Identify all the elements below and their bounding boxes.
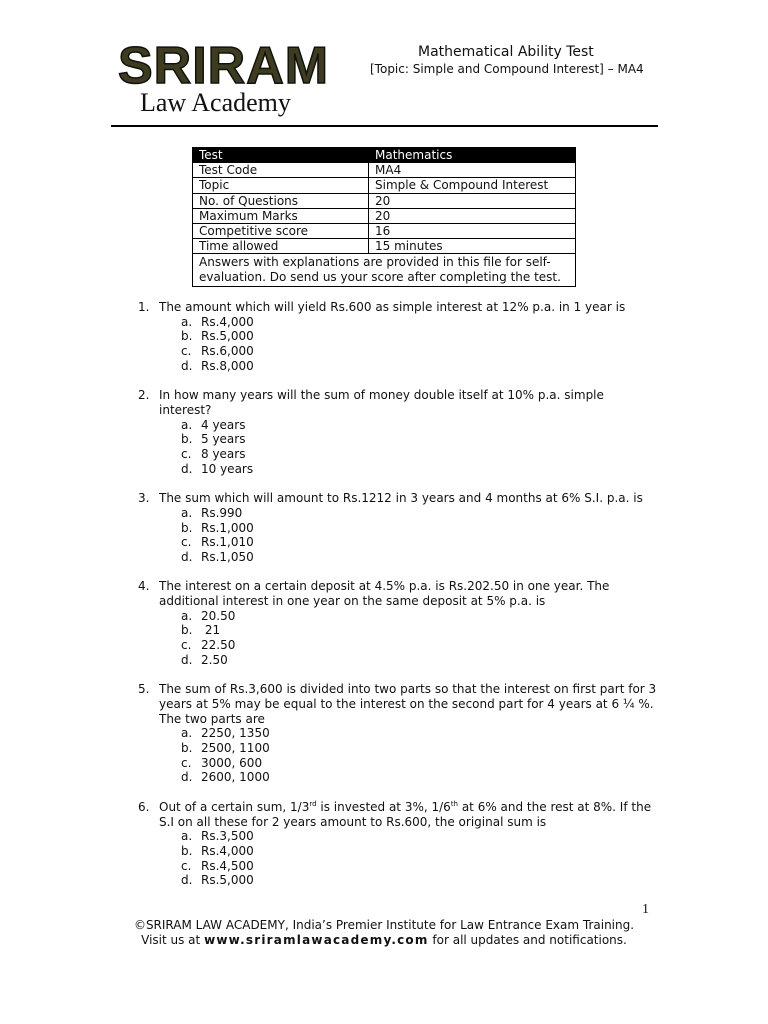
option-letter: b. [181,741,193,756]
footer-line-1: ©SRIRAM LAW ACADEMY, India’s Premier Institute for Law Entrance Exam Training. [133,918,635,932]
question-text: In how many years will the sum of money double itself at 10% p.a. simple interest? [159,388,604,417]
info-value: 20 [369,193,576,208]
option-text: 4 years [201,417,246,432]
option-text: 2.50 [201,652,228,667]
option-text: Rs.1,050 [201,549,254,564]
question-line [138,300,658,315]
option-letter: d. [181,461,193,476]
answer-option [138,418,658,433]
answer-option [138,359,658,374]
test-info-table [192,147,576,287]
page-number: 1 [642,902,649,917]
answer-option [138,623,658,638]
option-letter: b. [181,329,193,344]
answer-option [138,315,658,330]
question-text: The sum of Rs.3,600 is divided into two parts so that the interest on first part for 3 years at 5% may be equal to the interest on the second part for 4 years at 6 ¼ %. The two parts are [159,682,657,726]
question-text-part: Out of a certain sum, 1/3 [159,799,310,814]
question-line [138,682,658,726]
info-note-row [193,254,576,287]
option-letter: b. [181,843,193,858]
option-letter: c. [181,858,192,873]
option-letter: d. [181,652,193,667]
answer-option [138,770,658,785]
answer-option [138,756,658,771]
question-list [138,300,658,903]
ordinal-suffix: th [450,799,458,808]
option-letter: a. [181,608,193,623]
option-text: 2600, 1000 [201,770,270,785]
logo [118,37,330,120]
info-value: 15 minutes [369,239,576,254]
option-text: Rs.4,000 [201,843,254,858]
info-key: Maximum Marks [193,208,369,223]
option-letter: c. [181,447,192,462]
option-letter: b. [181,623,193,638]
answer-option [138,726,658,741]
option-text: 22.50 [201,638,236,653]
info-value: Simple & Compound Interest [369,178,576,193]
info-value: 20 [369,208,576,223]
question-number: 5. [138,682,150,697]
ordinal-suffix: rd [309,799,317,808]
option-letter: c. [181,344,192,359]
answer-option [138,344,658,359]
option-text: 3000, 600 [201,755,263,770]
question [138,388,658,476]
question-number: 3. [138,491,150,506]
header-title: Mathematical Ability Test [418,44,594,60]
question-line [138,388,658,417]
option-text: Rs.990 [201,505,243,520]
question-text: The interest on a certain deposit at 4.5% p.a. is Rs.202.50 in one year. The additional interest in one year on the same deposit at 5% p.a. is [159,579,610,609]
question-text-part: is invested at 3%, 1/6 [316,799,451,814]
info-value: MA4 [369,163,576,178]
info-row [193,163,576,178]
question [138,491,658,565]
answer-option [138,447,658,462]
option-text: Rs.8,000 [201,358,254,373]
question-text: The amount which will yield Rs.600 as simple interest at 12% p.a. in 1 year is [159,300,626,314]
option-letter: a. [181,829,193,844]
footer-updates-text: for all updates and notifications. [428,933,627,947]
question [138,579,658,667]
option-letter: a. [181,314,193,329]
option-text: 2500, 1100 [201,741,270,756]
option-letter: b. [181,520,193,535]
info-row [193,208,576,223]
option-text: Rs.6,000 [201,344,254,359]
option-letter: b. [181,432,193,447]
question-line [138,800,658,829]
info-value: Mathematics [369,148,576,163]
info-key: Test [193,148,369,163]
option-letter: d. [181,873,193,888]
option-text: 10 years [201,461,254,476]
info-row [193,148,576,163]
option-text: 5 years [201,432,246,447]
question-text: The sum which will amount to Rs.1212 in 3 years and 4 months at 6% S.I. p.a. is [159,491,643,506]
info-value: 16 [369,224,576,239]
option-text: 20.50 [201,608,236,623]
option-letter: d. [181,358,193,373]
question-number: 2. [138,388,150,403]
answer-option [138,506,658,521]
info-row [193,178,576,193]
answer-option [138,741,658,756]
option-letter: a. [181,505,193,520]
option-text: Rs.5,000 [201,329,254,344]
option-letter: a. [181,726,193,741]
answer-option [138,535,658,550]
info-row [193,224,576,239]
info-key: Time allowed [193,239,369,254]
answer-option [138,638,658,653]
footer-line-2 [0,933,768,947]
question [138,800,658,888]
info-key: Topic [193,178,369,193]
answer-option [138,609,658,624]
info-row [193,193,576,208]
answer-option [138,873,658,888]
question-number: 1. [138,300,150,314]
option-letter: c. [181,755,192,770]
answer-option [138,859,658,874]
answer-option [138,521,658,536]
question-line [138,579,658,608]
answer-option [138,829,658,844]
option-letter: c. [181,535,192,550]
info-note: Answers with explanations are provided in this file for self-evaluation. Do send us your score after completing the test. [193,254,576,287]
logo-main-text: SRIRAM [118,37,330,95]
info-key: No. of Questions [193,193,369,208]
question [138,682,658,785]
option-text: Rs.5,000 [201,873,254,888]
header-topic: [Topic: Simple and Compound Interest] – MA4 [370,62,644,76]
question [138,300,658,374]
answer-option [138,550,658,565]
footer-visit-text: Visit us at [141,933,205,947]
option-letter: a. [181,417,193,432]
info-row [193,239,576,254]
info-key: Test Code [193,163,369,178]
question-number: 4. [138,579,150,594]
option-letter: c. [181,638,192,653]
option-letter: d. [181,770,193,785]
answer-option [138,329,658,344]
header-divider [111,125,658,127]
logo-sub-text: Law Academy [140,88,291,117]
answer-option [138,462,658,477]
option-text: 8 years [201,447,246,462]
footer-website-link[interactable]: www.sriramlawacademy.com [204,933,429,947]
option-text: Rs.4,500 [201,858,254,873]
info-key: Competitive score [193,224,369,239]
option-text: Rs.4,000 [201,314,254,329]
question-text-part: at 6% and the rest at 8%. If the S.I on all these for 2 years amount to Rs.600, the original sum is [159,799,652,829]
option-text: 2250, 1350 [201,726,270,741]
answer-option [138,653,658,668]
option-text: Rs.1,010 [201,535,254,550]
question-number: 6. [138,799,150,814]
option-letter: d. [181,549,193,564]
option-text: Rs.3,500 [201,829,254,844]
question-text [159,800,658,829]
answer-option [138,432,658,447]
option-text: 21 [201,623,221,638]
answer-option [138,844,658,859]
option-text: Rs.1,000 [201,520,254,535]
question-line [138,491,658,506]
